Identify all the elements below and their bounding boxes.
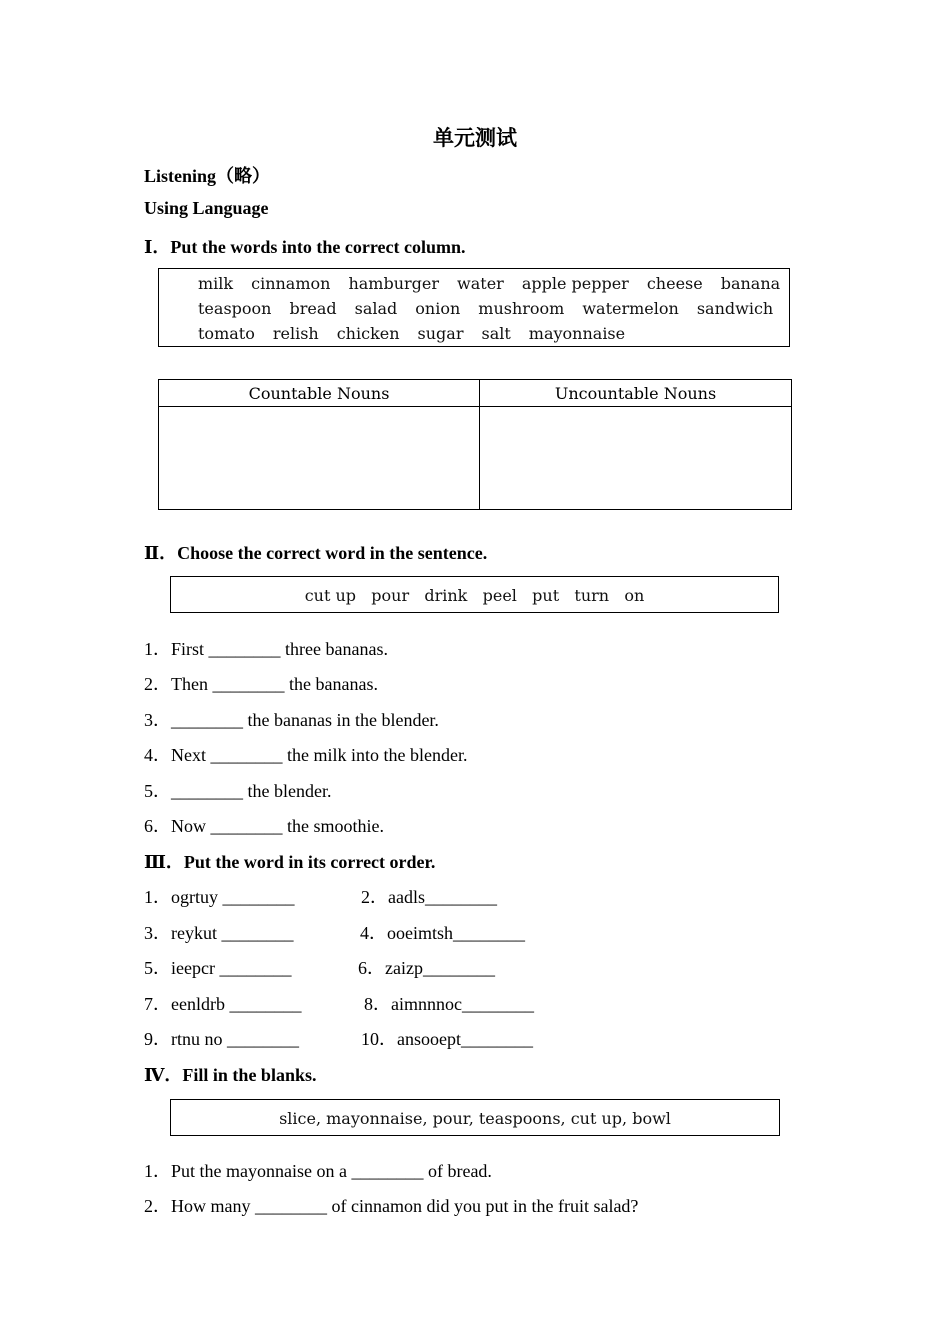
word-bank-item: mayonnaise <box>528 324 626 343</box>
word-bank-item: teaspoon <box>198 299 272 318</box>
word-bank-row <box>198 274 798 293</box>
word-bank-item: banana <box>720 274 781 293</box>
word-bank-item: onion <box>415 299 461 318</box>
nouns-table <box>158 379 792 510</box>
word-bank-item: mushroom <box>478 299 565 318</box>
countable-nouns-cell[interactable] <box>159 407 480 510</box>
word-bank-item: cheese <box>646 274 703 293</box>
word-choice-list: cut up pour drink peel put turn on <box>304 586 645 605</box>
fill-word-box <box>170 1099 780 1136</box>
word-bank-item: hamburger <box>348 274 440 293</box>
word-bank-item: sugar <box>417 324 464 343</box>
word-bank-item: chicken <box>336 324 400 343</box>
page-title: 单元测试 <box>433 126 517 150</box>
uncountable-nouns-header: Uncountable Nouns <box>480 380 792 407</box>
word-bank-row <box>198 324 643 343</box>
using-language-heading: Using Language <box>144 198 269 218</box>
section2-item: 1．First ________ three bananas. <box>144 639 388 659</box>
section3-heading: Ⅲ．Put the word in its correct order. <box>144 852 436 872</box>
section4-item: 2．How many ________ of cinnamon did you put in the fruit salad? <box>144 1196 639 1216</box>
section4-item: 1．Put the mayonnaise on a ________ of bread. <box>144 1161 492 1181</box>
word-bank-box <box>158 268 790 347</box>
word-bank-item: tomato <box>198 324 255 343</box>
section3-item: 8．aimnnnoc________ <box>364 994 534 1014</box>
word-bank-item: salt <box>481 324 511 343</box>
section2-item: 4．Next ________ the milk into the blender. <box>144 745 468 765</box>
section2-item: 5．________ the blender. <box>144 781 332 801</box>
word-bank-item: sandwich <box>696 299 774 318</box>
section2-item: 6．Now ________ the smoothie. <box>144 816 384 836</box>
section3-item: 2．aadls________ <box>361 887 497 907</box>
word-bank-item: water <box>457 274 504 293</box>
section3-item: 4．ooeimtsh________ <box>360 923 525 943</box>
word-choice-box <box>170 576 779 613</box>
section2-item: 3．________ the bananas in the blender. <box>144 710 439 730</box>
section3-item: 5．ieepcr ________ <box>144 958 292 978</box>
listening-heading: Listening（略） <box>144 166 271 186</box>
word-bank-item: watermelon <box>582 299 679 318</box>
word-bank-item: cinnamon <box>251 274 331 293</box>
section3-item: 1．ogrtuy ________ <box>144 887 295 907</box>
word-bank-item: milk <box>198 274 234 293</box>
uncountable-nouns-cell[interactable] <box>480 407 792 510</box>
section1-heading: Ⅰ．Put the words into the correct column. <box>144 237 466 257</box>
section3-item: 7．eenldrb ________ <box>144 994 302 1014</box>
word-bank-item: relish <box>272 324 319 343</box>
section2-heading: Ⅱ．Choose the correct word in the sentence. <box>144 543 488 563</box>
section3-item: 6．zaizp________ <box>358 958 495 978</box>
section3-item: 10．ansooept________ <box>361 1029 533 1049</box>
word-bank-item: apple pepper <box>521 274 629 293</box>
section2-item: 2．Then ________ the bananas. <box>144 674 378 694</box>
word-bank-item: bread <box>289 299 337 318</box>
section4-heading: Ⅳ．Fill in the blanks. <box>144 1065 317 1085</box>
word-bank-row <box>198 299 791 318</box>
fill-word-list: slice, mayonnaise, pour, teaspoons, cut up, bowl <box>279 1109 671 1128</box>
section3-item: 9．rtnu no ________ <box>144 1029 299 1049</box>
word-bank-item: salad <box>354 299 398 318</box>
section3-item: 3．reykut ________ <box>144 923 294 943</box>
countable-nouns-header: Countable Nouns <box>159 380 480 407</box>
